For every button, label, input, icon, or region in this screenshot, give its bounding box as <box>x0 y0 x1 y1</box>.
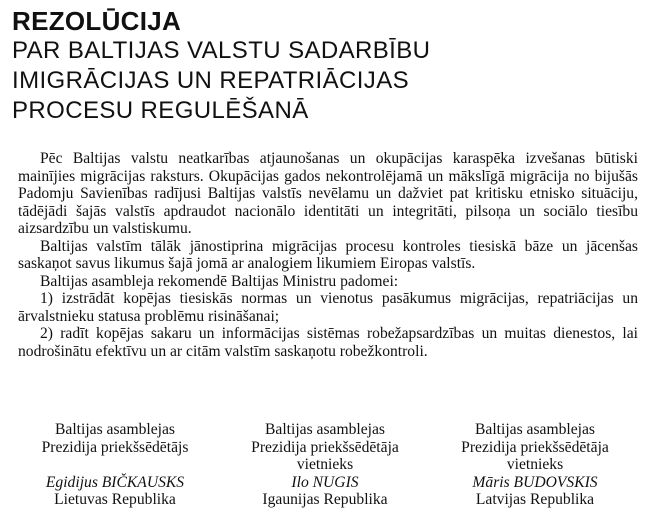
signature-org: Baltijas asamblejas <box>55 421 175 438</box>
paragraph-recommendation: Baltijas asambleja rekomendē Baltijas Ministru padomei: <box>40 272 399 290</box>
signature-role: Prezidija priekšsēdētājs <box>41 438 189 456</box>
signature-block-latvia <box>430 421 640 509</box>
heading-line-4: PROCESU REGULĒŠANĀ <box>12 97 309 124</box>
paragraph-intro: Pēc Baltijas valstu neatkarības atjaunošanas un okupācijas karaspēka izvešanas būtiski mainījies migrācijas raksturs. Okupācijas gados nekontrolējamā un mākslīgā migrācija no bijušās Padomju Savienības radījusi Baltijas valstīs nevēlamu un dažviet pat kritisku etnisko situāciju, tādējādi šajās valstīs apdraudot nacionālo identitāti un integritāti, pilsoņa un sociālo tiesību aizsardzību un valstiskumu. <box>18 150 638 237</box>
paragraph-point-1: 1) izstrādāt kopējas tiesiskās normas un vienotus pasākumus migrācijas, repatriācijas un ārvalstnieku statusa problēmu risināšanai; <box>18 290 638 325</box>
paragraph-point-2: 2) radīt kopējas sakaru un informācijas sistēmas robežapsardzības un muitas dienestos, lai nodrošinātu efektīvu un ar citām valstīm saskaņotu robežkontroli. <box>18 325 638 360</box>
signature-org: Baltijas asamblejas <box>475 421 595 438</box>
signature-country: Latvijas Republika <box>475 491 595 508</box>
signature-name: Māris BUDOVSKIS <box>472 473 598 491</box>
signature-block-estonia <box>220 421 430 509</box>
signature-name: Ilo NUGIS <box>291 473 359 491</box>
heading-line-3: IMIGRĀCIJAS UN REPATRIĀCIJAS <box>12 67 410 94</box>
signature-role-cont <box>10 456 220 474</box>
signature-role-cont: vietnieks <box>296 456 354 473</box>
resolution-body <box>18 150 638 360</box>
signature-name: Egidijus BIČKAUSKS <box>45 473 185 491</box>
signature-role-cont: vietnieks <box>506 456 564 473</box>
paragraph-legal-base: Baltijas valstīm tālāk jānostiprina migrācijas procesu kontroles tiesiskā bāze un jācenšas saskaņot savus likumus šajā jomā ar analogiem likumiem Eiropas valstīs. <box>18 237 638 272</box>
heading-line-2: PAR BALTIJAS VALSTU SADARBĪBU <box>12 37 431 64</box>
signature-org: Baltijas asamblejas <box>265 421 385 438</box>
signature-country: Lietuvas Republika <box>54 491 176 508</box>
signature-block-lithuania <box>10 421 220 509</box>
signature-role: Prezidija priekšsēdētāja <box>251 438 399 456</box>
signatures <box>10 421 640 509</box>
heading-line-1: REZOLŪCIJA <box>12 6 182 36</box>
resolution-heading <box>12 6 430 126</box>
signature-role: Prezidija priekšsēdētāja <box>461 438 609 456</box>
signature-country: Igaunijas Republika <box>262 491 388 508</box>
